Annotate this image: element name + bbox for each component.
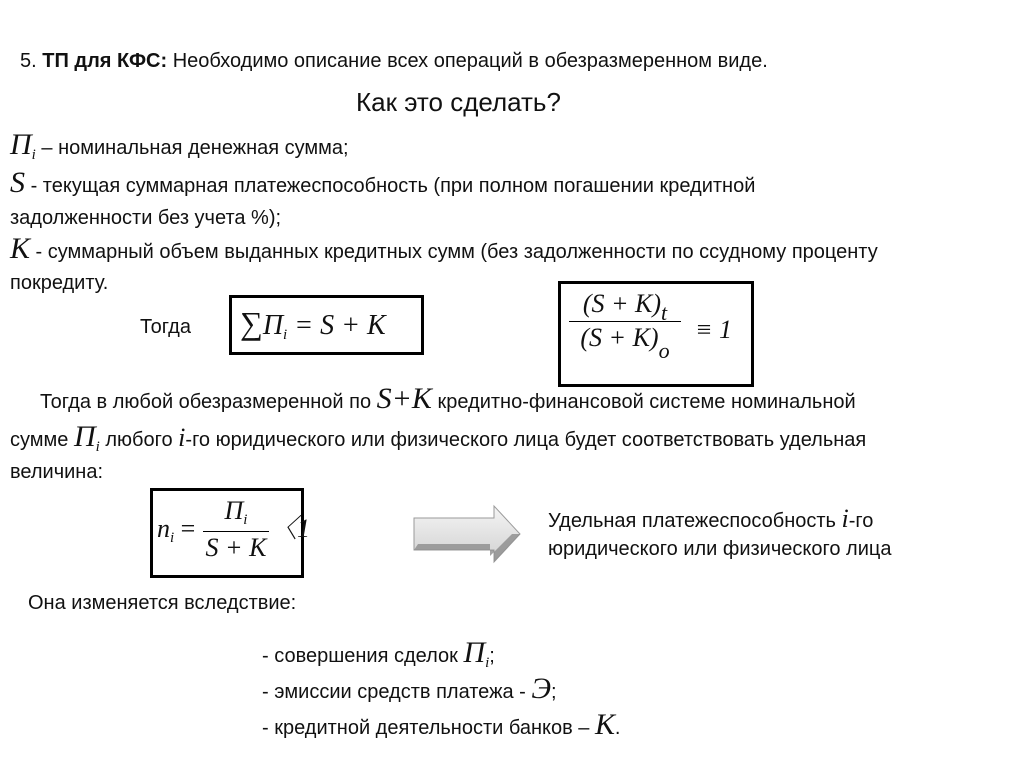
ni-lhs [157,513,195,549]
meaning-l1: Удельная платежеспособность [548,510,836,532]
sum-sign: ∑ [240,305,263,341]
title-bold: ТП для КФС: [42,50,168,72]
para-i: i [178,423,186,452]
changes-heading: Она изменяется вследствие: [28,592,297,614]
para-pi: П [73,420,96,453]
ratio-denominator [580,322,670,363]
ratio-den: (S + K) [580,323,659,352]
ni-num: П [224,496,244,525]
definition-k [10,232,878,265]
pi-symbol: П [10,128,32,161]
para-pi-sub: i [95,439,100,455]
k-symbol: К [10,232,30,265]
para-p2: кредитно-финансовой системе номинальной [437,391,856,413]
sum-pi-sub: i [283,327,288,343]
paragraph-line-3: величина: [10,461,104,483]
sum-rhs: = S + K [294,310,386,341]
meaning-l1b: -го [848,510,874,532]
definition-s-text-2: задолженности без учета %); [10,207,282,229]
para-p3: сумме [10,429,69,451]
list-item-symbol: К [594,708,615,741]
ni-n: n [157,514,170,543]
ni-sub: i [170,530,175,546]
s-symbol: S [10,166,25,199]
formula-ratio-box [558,281,754,387]
list-item-symbol: Э [531,672,552,705]
sum-pi: П [262,310,284,341]
definition-pi-text: – номинальная денежная сумма; [41,137,349,159]
formula-sum [240,307,386,346]
definition-k-text: - суммарный объем выданных кредитных сумм (без задолженности по ссудному проценту [35,241,878,263]
list-item-end: ; [489,645,495,667]
definition-s [10,166,756,199]
list-item [262,708,621,741]
title-number: 5. [20,50,37,72]
ratio-rhs: ≡ 1 [695,315,733,344]
para-p5: -го юридического или физического лица будет соответствовать удельная [185,429,867,451]
ni-den: S + K [205,533,267,562]
ratio-num-sub: t [661,300,668,325]
ni-fraction [203,495,269,564]
list-item [262,636,495,671]
list-item [262,672,557,705]
ratio-numerator [582,288,668,325]
para-sk: S+K [376,382,432,415]
list-item-end: ; [551,681,557,703]
title-line [20,48,768,74]
meaning-i: i [841,504,849,533]
ni-eq: = [180,514,196,543]
paragraph-line-2 [10,420,867,455]
ratio-den-sub: o [658,338,670,363]
definition-pi [10,128,349,163]
para-p4: любого [105,429,173,451]
right-arrow-icon [412,504,522,566]
list-item-symbol: П [463,636,486,669]
list-item-text: - кредитной деятельности банков – [262,717,590,739]
definition-k-text-2: покредиту. [10,272,109,294]
ratio-fraction [569,288,681,363]
meaning-line-1 [548,506,873,534]
togda-label: Тогда [140,316,191,338]
list-item-text: - совершения сделок [262,645,458,667]
ni-rhs: 〈1 [271,514,311,543]
definition-s-text: - текущая суммарная платежеспособность (при полном погашении кредитной [30,175,756,197]
para-p1: Тогда в любой обезразмеренной по [40,391,372,413]
list-item-sub: i [485,655,490,671]
list-item-end: . [614,717,621,739]
ni-num-sub: i [243,512,248,528]
ni-numerator [225,495,248,531]
paragraph-line-1 [40,382,856,415]
question-heading: Как это сделать? [356,87,561,117]
list-item-text: - эмиссии средств платежа - [262,681,526,703]
title-text: Необходимо описание всех операций в обезразмеренном виде. [172,50,768,72]
ratio-num: (S + K) [582,289,662,318]
pi-subscript: i [31,147,36,163]
formula-ni-box [150,488,311,578]
meaning-line-2: юридического или физического лица [548,538,892,560]
formula-sum-box [229,295,424,355]
